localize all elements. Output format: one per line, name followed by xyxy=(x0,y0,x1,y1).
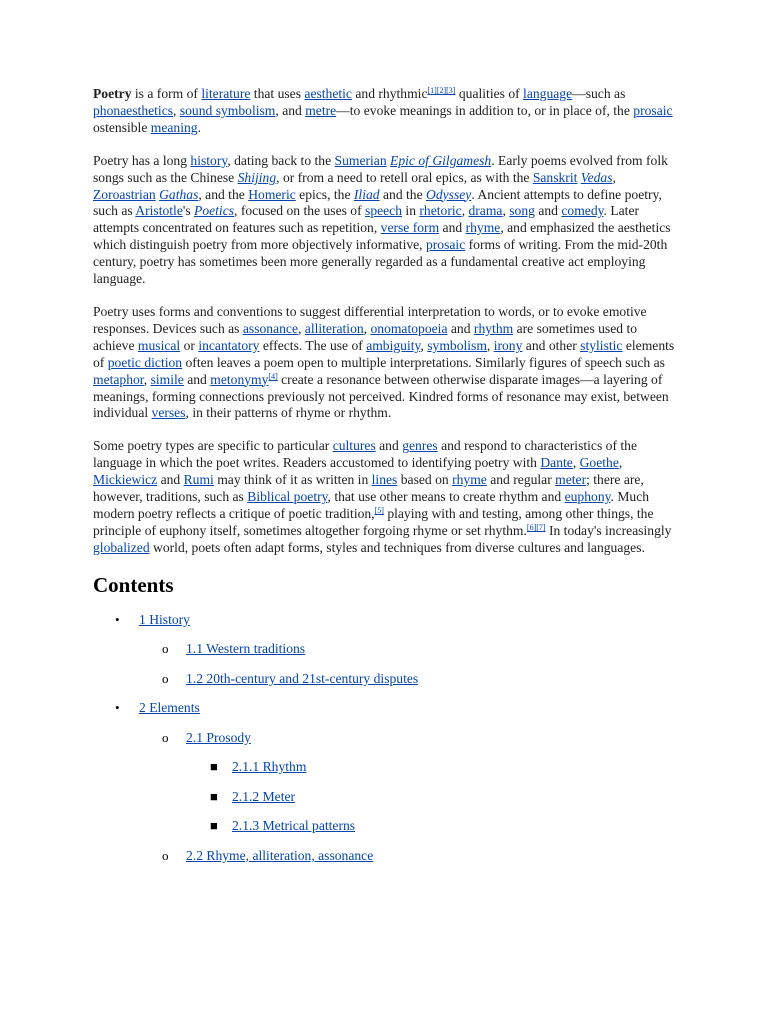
text: world, poets often adapt forms, styles and techniques from diverse cultures and languages. xyxy=(149,539,645,555)
link-sanskrit[interactable]: Sanskrit xyxy=(532,169,578,185)
text: Some poetry types are specific to particular xyxy=(93,438,333,454)
link-verse-form[interactable]: verse form xyxy=(380,220,440,236)
text: , xyxy=(461,203,469,219)
text: is a form of xyxy=(131,86,202,101)
text: , and emphasized the aesthetics which distinguish poetry from more objectively informative, xyxy=(93,220,671,253)
bullet-icon: • xyxy=(115,611,120,627)
text: ; there are, however, traditions, such as xyxy=(93,472,644,505)
toc-link[interactable]: 1.2 20th-century and 21st-century disputes xyxy=(186,670,419,686)
paragraph-history xyxy=(93,153,678,288)
link-incantatory[interactable]: incantatory xyxy=(198,337,260,353)
toc-item-history xyxy=(93,612,678,642)
text: and respond to characteristics of the language in which the poet writes. Readers accustomed to identifying poetry with xyxy=(93,438,637,471)
text: and xyxy=(447,320,474,336)
link-biblical-poetry[interactable]: Biblical poetry xyxy=(247,489,328,505)
link-alliteration[interactable]: alliteration xyxy=(304,320,364,336)
link-drama[interactable]: drama xyxy=(468,203,503,219)
square-bullet-icon: ■ xyxy=(210,788,218,804)
text: , xyxy=(502,203,510,219)
text: based on xyxy=(397,472,453,488)
text: and the xyxy=(379,186,427,202)
link-globalized[interactable]: globalized xyxy=(93,539,150,555)
text: , xyxy=(572,455,580,471)
link-iliad[interactable]: Iliad xyxy=(353,186,380,202)
toc-item-western-traditions xyxy=(93,641,678,671)
text: . xyxy=(197,119,201,135)
text: that uses xyxy=(250,86,305,101)
text: often leaves a poem open to multiple interpretations. Similarly figures of speech such as xyxy=(182,354,665,370)
link-metonymy[interactable]: metonymy xyxy=(210,371,269,387)
text: Poetry uses forms and conventions to suggest differential interpretation to words, or to evoke emotive responses. Devices such as xyxy=(93,303,647,336)
toc-item-elements xyxy=(93,700,678,730)
toc-link[interactable]: 2.1 Prosody xyxy=(186,729,251,745)
text: , xyxy=(486,337,494,353)
link-zoroastrian[interactable]: Zoroastrian xyxy=(93,186,156,202)
text: , in their patterns of rhyme or rhythm. xyxy=(185,405,392,421)
text: , focused on the uses of xyxy=(234,203,366,219)
toc-item-meter xyxy=(93,789,678,819)
text: forms of writing. From the mid-20th century, poetry has sometimes been more generally regarded as a fundamental creative act employing language. xyxy=(93,237,668,287)
link-language[interactable]: language xyxy=(523,86,573,101)
link-song[interactable]: song xyxy=(509,203,535,219)
link-aesthetic[interactable]: aesthetic xyxy=(304,86,352,101)
paragraph-intro xyxy=(93,86,678,137)
square-bullet-icon: ■ xyxy=(210,759,218,775)
link-gathas[interactable]: Gathas xyxy=(159,186,199,202)
text: epics, the xyxy=(295,186,354,202)
link-rhyme[interactable]: rhyme xyxy=(452,472,487,488)
toc-link[interactable]: 2 Elements xyxy=(139,700,200,716)
link-prosaic[interactable]: prosaic xyxy=(633,102,673,118)
text: or xyxy=(180,337,199,353)
text: playing with and testing, among other things, the principle of euphony itself, sometimes altogether forgoing rhyme or set rhythm. xyxy=(93,505,654,538)
link-dante[interactable]: Dante xyxy=(540,455,573,471)
text: , that use other means to create rhythm and xyxy=(327,489,565,505)
table-of-contents xyxy=(93,612,678,878)
link-speech[interactable]: speech xyxy=(365,203,403,219)
link-poetics[interactable]: Poetics xyxy=(194,203,235,219)
article-body xyxy=(93,86,678,877)
text: effects. The use of xyxy=(259,337,367,353)
text: and xyxy=(157,472,184,488)
toc-link[interactable]: 1.1 Western traditions xyxy=(186,641,306,657)
bullet-icon: • xyxy=(115,700,120,716)
text: are sometimes used to achieve xyxy=(93,320,638,353)
text: , xyxy=(143,371,151,387)
text: —to evoke meanings in addition to, or in place of, the xyxy=(336,102,634,118)
text: Poetry has a long xyxy=(93,152,191,168)
text: 's xyxy=(182,203,195,219)
toc-item-rhyme-alliteration-assonance xyxy=(93,848,678,878)
text: may think of it as written in xyxy=(213,472,372,488)
circle-bullet-icon: o xyxy=(162,847,169,863)
link-meaning[interactable]: meaning xyxy=(150,119,198,135)
citation-link[interactable]: [5] xyxy=(374,505,384,515)
text: and regular xyxy=(486,472,556,488)
text: , dating back to the xyxy=(227,152,335,168)
text: . Ancient attempts to define poetry, such as xyxy=(93,186,662,219)
text: qualities of xyxy=(455,86,524,101)
circle-bullet-icon: o xyxy=(162,641,169,657)
text: ostensible xyxy=(93,119,151,135)
link-genres[interactable]: genres xyxy=(402,438,438,454)
text: . Early poems evolved from folk songs such as the Chinese xyxy=(93,152,668,185)
link-aristotle[interactable]: Aristotle xyxy=(135,203,183,219)
circle-bullet-icon: o xyxy=(162,670,169,686)
toc-link[interactable]: 2.2 Rhyme, alliteration, assonance xyxy=(186,847,374,863)
link-homeric[interactable]: Homeric xyxy=(248,186,296,202)
toc-item-rhythm xyxy=(93,759,678,789)
toc-item-prosody xyxy=(93,730,678,760)
link-assonance[interactable]: assonance xyxy=(242,320,298,336)
link-literature[interactable]: literature xyxy=(201,86,251,101)
text: . Much modern poetry reflects a critique of poetic tradition, xyxy=(93,489,650,521)
link-mickiewicz[interactable]: Mickiewicz xyxy=(93,472,158,488)
link-epic-of-gilgamesh[interactable]: Epic of Gilgamesh xyxy=(390,152,492,168)
text: , or from a need to retell oral epics, as with the xyxy=(276,169,533,185)
text: and other xyxy=(522,337,581,353)
link-vedas[interactable]: Vedas xyxy=(580,169,613,185)
link-cultures[interactable]: cultures xyxy=(332,438,376,454)
link-onomatopoeia[interactable]: onomatopoeia xyxy=(370,320,448,336)
link-prosaic[interactable]: prosaic xyxy=(425,237,466,253)
citation-link[interactable]: [4] xyxy=(268,371,278,381)
text: and xyxy=(439,220,466,236)
link-poetic-diction[interactable]: poetic diction xyxy=(107,354,183,370)
toc-link[interactable]: 2.1.1 Rhythm xyxy=(232,759,307,775)
link-odyssey[interactable]: Odyssey xyxy=(426,186,472,202)
text: , xyxy=(618,455,623,471)
text: —such as xyxy=(572,86,626,101)
toc-link[interactable]: 2.1.2 Meter xyxy=(232,788,296,804)
toc-item-metrical-patterns xyxy=(93,818,678,848)
contents-heading: Contents xyxy=(93,572,174,597)
link-rumi[interactable]: Rumi xyxy=(183,472,214,488)
text: in xyxy=(402,203,420,219)
circle-bullet-icon: o xyxy=(162,729,169,745)
text: elements of xyxy=(93,337,675,370)
link-simile[interactable]: simile xyxy=(150,371,184,387)
text: and xyxy=(534,203,562,219)
text: create a resonance between otherwise disparate images—a layering of meanings, forming connections previously not perceived. Kindred forms of resonance may exist, between individual xyxy=(93,371,669,421)
link-rhetoric[interactable]: rhetoric xyxy=(419,203,462,219)
text: and rhythmic xyxy=(351,86,428,101)
text: and xyxy=(183,371,211,387)
text: , xyxy=(612,169,616,185)
link-symbolism[interactable]: symbolism xyxy=(427,337,487,353)
link-lines[interactable]: lines xyxy=(371,472,398,488)
text: , xyxy=(297,320,305,336)
link-metaphor[interactable]: metaphor xyxy=(93,371,144,387)
link-sound-symbolism[interactable]: sound symbolism xyxy=(179,102,276,118)
link-comedy[interactable]: comedy xyxy=(561,203,604,219)
toc-link[interactable]: 1 History xyxy=(139,611,190,627)
bold-term: Poetry xyxy=(93,86,132,101)
text: , and the xyxy=(198,186,249,202)
square-bullet-icon: ■ xyxy=(210,818,218,834)
text: In today's increasingly xyxy=(545,522,672,538)
link-stylistic[interactable]: stylistic xyxy=(580,337,623,353)
link-history[interactable]: history xyxy=(190,152,228,168)
toc-link[interactable]: 2.1.3 Metrical patterns xyxy=(232,818,356,834)
link-rhyme[interactable]: rhyme xyxy=(465,220,501,236)
link-ambiguity[interactable]: ambiguity xyxy=(366,337,421,353)
paragraph-devices xyxy=(93,304,678,422)
link-verses[interactable]: verses xyxy=(151,405,186,421)
paragraph-cultures xyxy=(93,438,678,556)
link-rhythm[interactable]: rhythm xyxy=(473,320,514,336)
link-metre[interactable]: metre xyxy=(305,102,337,118)
citation-link[interactable]: [6][7] xyxy=(526,522,546,532)
text: , xyxy=(363,320,371,336)
link-euphony[interactable]: euphony xyxy=(564,489,611,505)
link-musical[interactable]: musical xyxy=(137,337,181,353)
link-meter[interactable]: meter xyxy=(555,472,587,488)
link-goethe[interactable]: Goethe xyxy=(579,455,619,471)
toc-item-disputes xyxy=(93,671,678,701)
link-phonaesthetics[interactable]: phonaesthetics xyxy=(93,102,174,118)
text: and xyxy=(375,438,403,454)
text: , and xyxy=(275,102,306,118)
text: . Later attempts concentrated on features such as repetition, xyxy=(93,203,640,236)
link-irony[interactable]: irony xyxy=(493,337,523,353)
link-sumerian[interactable]: Sumerian xyxy=(334,152,387,168)
text: , xyxy=(420,337,428,353)
citation-link[interactable]: [1][2][3] xyxy=(427,86,456,95)
link-shijing[interactable]: Shijing xyxy=(237,169,277,185)
text: , xyxy=(173,102,180,118)
